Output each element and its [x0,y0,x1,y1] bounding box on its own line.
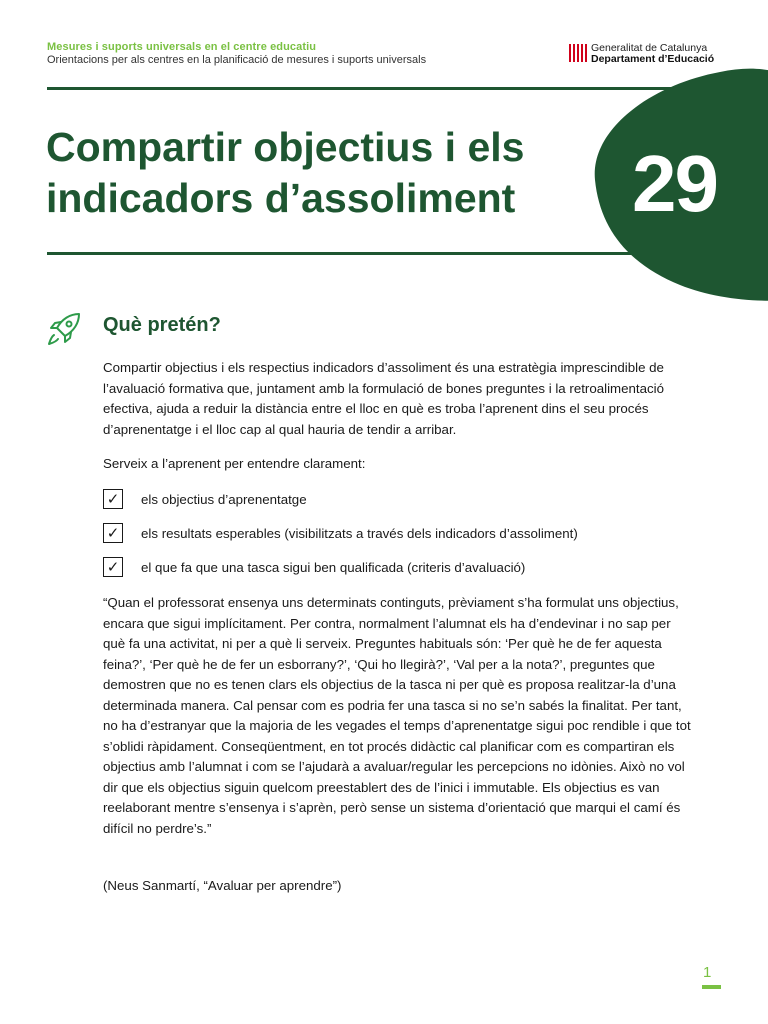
logo-departament: Departament d’Educació [591,53,715,65]
checkbox-checked-icon: ✓ [103,489,123,509]
page-number: 1 [703,964,712,981]
quote-citation: (Neus Sanmartí, “Avaluar per aprendre”) [103,878,342,893]
checklist-item-label: els objectius d’aprenentatge [141,491,307,507]
page-title: Compartir objectius i els indicadors d’assoliment [46,124,525,221]
bottom-rule [47,252,637,255]
checklist-item [103,521,578,545]
checklist [103,487,578,589]
quote-paragraph: “Quan el professorat ensenya uns determinats continguts, prèviament s’ha formulat uns objectius, encara que sigui implícitament. Per contra, normalment l’alumnat els ha d’endevinar i no sap per què fa una activitat, ni per a què li serveix. Preguntes habituals són: ‘Per què he de fer aquesta feina?’, ‘Per què he de fer un esborrany?’, ‘Qui ho llegirà?’, ‘Val per a la nota?’, preguntes que demostren que no es tenen clars els objectius de la tasca ni per què es proposa realitzar-la d’una determinada manera. Cal pensar com es podria fer una tasca si no se’n sabés la finalitat. Per tant, no ha d’estranyar que la majoria de les vegades el temps d’aprenentatge sigui poc rendible i que tot s’oblidi ràpidament. Conseqüentment, en tot procés didàctic cal planificar com es compartiran els objectius amb l’alumnat i com se l’ajudarà a avaluar/regular les percepcions no idònies. Això no vol dir que els objectius siguin quelcom preestablert des de l’inici i immutable. Els objectius es van reelaborant mentre s’ensenya i s’aprèn, però sense un sistema d’orientació que marqui el camí és difícil no perdre’s.” [103,595,691,836]
checklist-item-label: els resultats esperables (visibilitzats a través dels indicadors d’assoliment) [141,525,578,541]
header-subtitle: Orientacions per als centres en la planificació de mesures i suports universals [47,54,427,66]
chapter-number: 29 [632,139,717,228]
lead-in-paragraph: Serveix a l’aprenent per entendre clarament: [103,456,366,471]
rocket-icon [46,311,82,347]
checklist-item-label: el que fa que una tasca sigui ben qualificada (criteris d’avaluació) [141,559,526,575]
checkbox-checked-icon: ✓ [103,557,123,577]
checkbox-checked-icon: ✓ [103,523,123,543]
page-number-bar [702,985,721,989]
intro-paragraph: Compartir objectius i els respectius indicadors d’assoliment és una estratègia imprescindible de l’avaluació formativa que, juntament amb la formulació de bones preguntes i la retroalimentació efectiva, ajuda a reduir la distància entre el lloc en què es troba l’aprenent dins el seu procés d’aprenentatge i el lloc cap al qual hauria de tendir a arribar. [103,360,664,437]
checklist-item [103,487,578,511]
header-series: Mesures i suports universals en el centre educatiu [47,41,317,53]
section-title: Què pretén? [103,314,221,336]
checklist-item [103,555,578,579]
logo-generalitat: Generalitat de Catalunya [591,42,708,54]
